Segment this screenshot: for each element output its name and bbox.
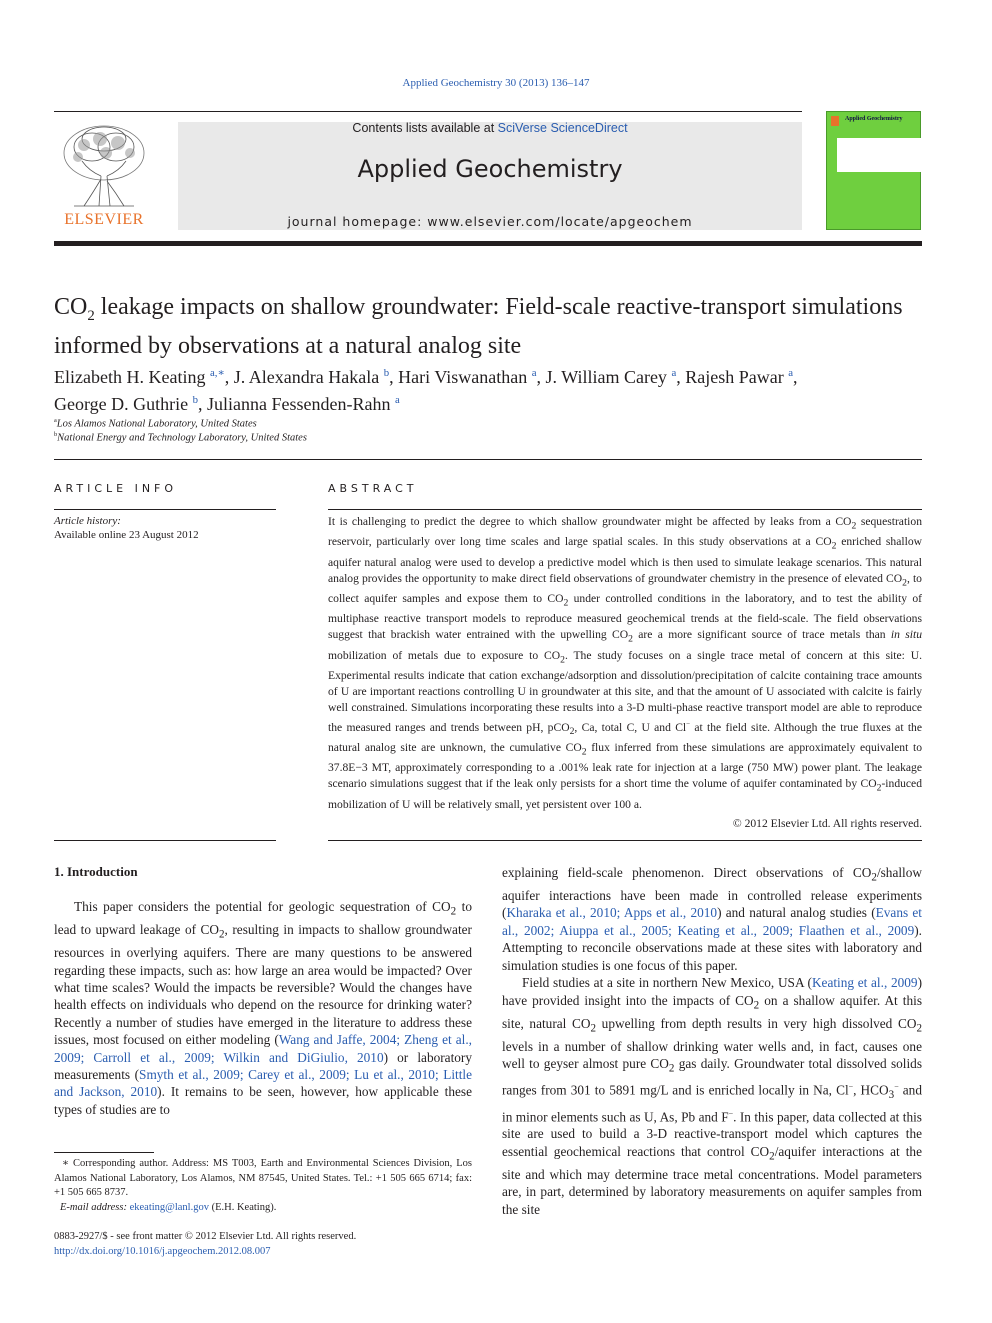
article-history-value: Available online 23 August 2012	[54, 529, 199, 541]
email-link[interactable]: ekeating@lanl.gov	[129, 1201, 209, 1213]
author[interactable]: George D. Guthrie $^b$	[54, 394, 199, 414]
affiliation-a: $^a$Los Alamos National Laboratory, United States	[54, 417, 257, 430]
contents-line: Contents lists available at SciVerse ScienceDirect	[352, 121, 628, 135]
footnote-rule	[54, 1152, 154, 1153]
intro-paragraph-2: explaining field-scale phenomenon. Direct observations of $CO_2$/shallow aquifer interactions have been made in controlled release experiments (Kharaka et al., 2010; Apps et al., 2010) and natural analog studies (Evans et al., 2002; Aiuppa et al., 2005; Keating et al., 2009; Flaathen et al., 2009). Attempting to reconcile observations made at these sites with laboratory and simulation studies is one focus of this paper.	[502, 865, 922, 973]
elsevier-wordmark: ELSEVIER	[64, 211, 144, 228]
author[interactable]: J. Alexandra Hakala $^b$	[233, 367, 390, 387]
cover-title: Applied Geochemistry	[845, 116, 903, 122]
issn-line: 0883-2927/$ - see front matter © 2012 Elsevier Ltd. All rights reserved.	[54, 1231, 357, 1242]
abstract-heading: ABSTRACT	[328, 482, 418, 495]
journal-title: Applied Geochemistry	[357, 155, 623, 183]
sciencedirect-link[interactable]: SciVerse ScienceDirect	[497, 121, 628, 135]
intro-paragraph-1: This paper considers the potential for geologic sequestration of $CO_2$ to lead to upward leakage of $CO_2$, resulting in impacts to shallow groundwater resources in overlying aquifers. There are many questions to be answered regarding these impacts, such as: how large an area would be impacted? Over what time scales? Would the impacts be reversible? Would the changes have health effects on individuals who depend on the resource for drinking water? Recently a number of studies have emerged in the literature to address these issues, most focused on either modeling (Wang and Jaffe, 2004; Zheng et al., 2009; Carroll et al., 2009; Wilkin and DiGiulio, 2010) or laboratory measurements (Smyth et al., 2009; Carey et al., 2009; Lu et al., 2010; Little and Jackson, 2010). It remains to be seen, however, how applicable these types of studies are to	[54, 899, 472, 1117]
corresponding-author-footnote	[54, 1157, 472, 1215]
copyright-notice: © 2012 Elsevier Ltd. All rights reserved.	[732, 817, 922, 830]
doi-link[interactable]: http://dx.doi.org/10.1016/j.apgeochem.2012.08.007	[54, 1245, 271, 1257]
footnote-email-line: E-mail address: ekeating@lanl.gov (E.H. Keating).	[60, 1201, 277, 1213]
introduction-heading: 1. Introduction	[54, 864, 138, 879]
article-info-bottom-rule	[54, 840, 276, 841]
intro-paragraph-3: Field studies at a site in northern New Mexico, USA (Keating et al., 2009) have provided insight into the impacts of $CO_2$ on a shallow aquifer. At this site, natural $CO_2$ upwelling from depth results in very high dissolved $CO_2$ levels in a number of shallow drinking water wells and, in fact, causes one well to geyser almost pure $CO_2$ gas daily. Groundwater total dissolved solids ranges from 301 to 5891 mg/L and is enriched locally in Na, Cl−, $HCO_3^-$ and in minor elements such as U, As, Pb and F−. In this paper, data collected at this site are used to build a 3-D reactive-transport model which captures the essential geochemical reactions that control $CO_2$/aquifer interactions at the site and which may determine trace metal concentrations. Model parameters are, in part, determined by laboratory measurements on aquifer samples from the site	[502, 975, 922, 1217]
author[interactable]: Hari Viswanathan $^a$	[398, 367, 537, 387]
author[interactable]: Julianna Fessenden-Rahn $^a$	[207, 394, 400, 414]
intro-right-column	[502, 864, 922, 1218]
author-list: Elizabeth H. Keating $^{a,∗}$, J. Alexandra Hakala $^b$, Hari Viswanathan $^a$, J. William Carey $^a$, Rajesh Pawar $^a$, George D. Guthrie $^b$, Julianna Fessenden-Rahn $^a$	[54, 367, 798, 414]
journal-homepage[interactable]: journal homepage: www.elsevier.com/locate/apgeochem	[287, 214, 693, 229]
author[interactable]: Rajesh Pawar $^a$	[685, 367, 794, 387]
article-history-label: Article history:	[54, 515, 121, 527]
section-rule	[54, 459, 922, 460]
cover-logo-mark	[831, 116, 839, 126]
article-info-rule	[54, 509, 276, 510]
author[interactable]: Elizabeth H. Keating $^{a,∗}$	[54, 367, 225, 387]
author[interactable]: J. William Carey $^a$	[545, 367, 677, 387]
abstract-rule	[328, 509, 922, 510]
journal-citation[interactable]: Applied Geochemistry 30 (2013) 136–147	[402, 77, 590, 89]
article-title: $CO_2$ leakage impacts on shallow groundwater: Field-scale reactive-transport simulations informed by observations at a natural analog site	[54, 294, 903, 359]
footnote-address: ∗ Corresponding author. Address: MS T003, Earth and Environmental Sciences Division, Los Alamos National Laboratory, Los Alamos, NM 87545, United States. Tel.: +1 505 665 6714; fax: +1 505 665 8737.	[54, 1158, 472, 1198]
issn-block	[54, 1230, 472, 1259]
cover-white-band	[837, 138, 921, 172]
affiliation-b: $^b$National Energy and Technology Laboratory, United States	[54, 431, 307, 444]
header-thick-rule	[54, 241, 922, 246]
journal-cover-thumbnail	[826, 111, 921, 230]
header-rule	[54, 111, 802, 112]
intro-left-column	[54, 898, 472, 1118]
article-info-heading: ARTICLE INFO	[54, 482, 178, 495]
abstract-bottom-rule	[328, 840, 922, 841]
abstract-text: It is challenging to predict the degree to which shallow groundwater might be affected by leaks from a $CO_2$ sequestration reservoir, particularly over long time scales and large spatial scales. In this study observations at a $CO_2$ enriched shallow aquifer natural analog were used to develop a predictive model which is then used to simulate leakage scenarios. This natural analog provides the opportunity to make direct field observations of groundwater chemistry in the presence of elevated $CO_2$, to collect aquifer samples and expose them to $CO_2$ under controlled conditions in the laboratory, and to test the ability of multiphase reactive transport models to reproduce measured geochemical trends at the field-scale. The field observations suggest that brackish water entrained with the upwelling $CO_2$ are a more significant source of trace metals than in situ mobilization of metals due to exposure to $CO_2$. The study focuses on a single trace metal of concern at this site: U. Experimental results indicate that cation exchange/adsorption and dissolution/precipitation of calcite containing trace amounts of U are important reactions controlling U in groundwater at this site, and that the amount of U associated with calcite is fairly well constrained. Simulations incorporating these results into a 3-D multi-phase reactive transport model are able to reproduce the measured ranges and trends between pH, pCO$_2$, Ca, total C, U and Cl− at the field site. Although the true fluxes at the natural analog site are unknown, the cumulative $CO_2$ flux inferred from these simulations are approximately equivalent to 37.8E−3 MT, approximately corresponding to a .001% leak rate for injection at a large (750 MW) power plant. The leakage scenario simulations suggest that if the leak only persists for a short time the volume of aquifer contaminated by $CO_2$-induced mobilization of U will be relatively small, yet persistent over 100 a.	[328, 515, 922, 811]
